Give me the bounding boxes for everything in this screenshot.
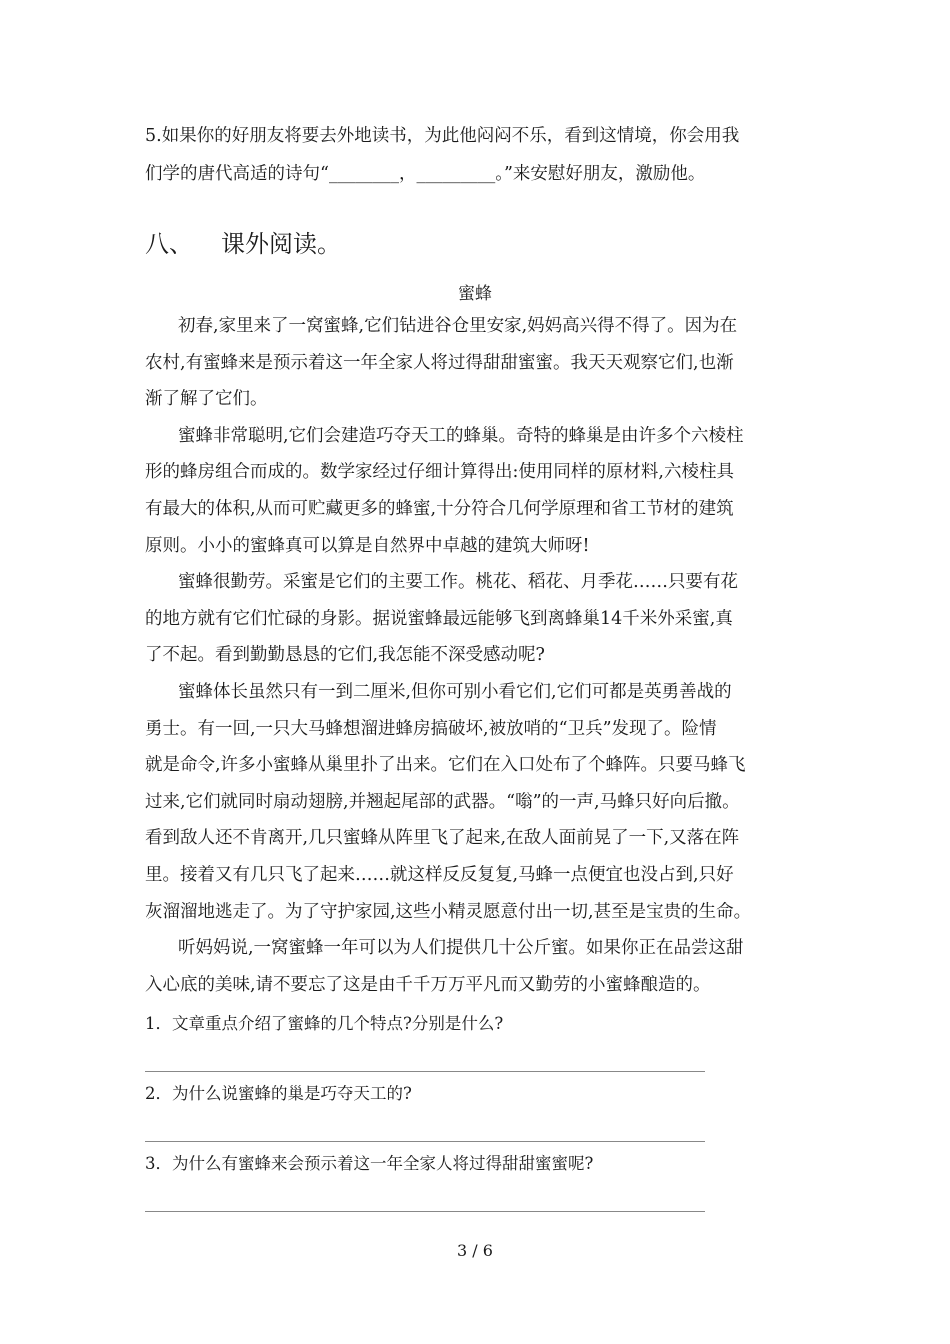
section-number: 八、	[145, 230, 193, 258]
article-line: 听妈妈说,一窝蜜蜂一年可以为人们提供几十公斤蜜。如果你正在品尝这甜	[178, 938, 744, 959]
article-title: 蜜蜂	[458, 284, 492, 304]
article-line: 形的蜂房组合而成的。数学家经过仔细计算得出:使用同样的原材料,六棱柱具	[145, 462, 734, 483]
question-5-line-1: 5.如果你的好朋友将要去外地读书，为此他闷闷不乐，看到这情境，你会用我	[145, 126, 740, 146]
article-line: 的地方就有它们忙碌的身影。据说蜜蜂最远能够飞到离蜂巢14千米外采蜜,真	[145, 608, 733, 629]
article-body	[145, 308, 825, 1003]
reading-questions	[145, 1006, 705, 1216]
article-line: 就是命令,许多小蜜蜂从巢里扑了出来。它们在入口处布了个蜂阵。只要马蜂飞	[145, 755, 746, 776]
article-line: 里。接着又有几只飞了起来……就这样反反复复,马蜂一点便宜也没占到,只好	[145, 864, 734, 885]
section-heading	[145, 226, 341, 262]
question-1: 1．文章重点介绍了蜜蜂的几个特点?分别是什么?	[145, 1014, 504, 1033]
answer-line-1[interactable]	[145, 1041, 705, 1076]
article-line: 原则。小小的蜜蜂真可以算是自然界中卓越的建筑大师呀!	[145, 535, 590, 556]
question-5	[145, 117, 815, 193]
article-line: 蜜蜂体长虽然只有一到二厘米,但你可别小看它们,它们可都是英勇善战的	[178, 681, 732, 702]
article-line: 了不起。看到勤勤恳恳的它们,我怎能不深受感动呢?	[145, 645, 545, 666]
question-5-line-2: 们学的唐代高适的诗句“________，_________。”来安慰好朋友，激励他。	[145, 164, 706, 184]
answer-line-2[interactable]	[145, 1111, 705, 1146]
article-line: 看到敌人还不肯离开,几只蜜蜂从阵里飞了起来,在敌人面前晃了一下,又落在阵	[145, 828, 740, 849]
answer-line-3[interactable]	[145, 1181, 705, 1216]
question-3: 3．为什么有蜜蜂来会预示着这一年全家人将过得甜甜蜜蜜呢?	[145, 1154, 594, 1173]
article-line: 蜜蜂非常聪明,它们会建造巧夺天工的蜂巢。奇特的蜂巢是由许多个六棱柱	[178, 425, 744, 446]
article-line: 农村,有蜜蜂来是预示着这一年全家人将过得甜甜蜜蜜。我天天观察它们,也渐	[145, 352, 734, 373]
question-2: 2．为什么说蜜蜂的巢是巧夺天工的?	[145, 1084, 412, 1103]
article-line: 勇士。有一回,一只大马蜂想溜进蜂房搞破坏,被放哨的“卫兵”发现了。险情	[145, 718, 717, 739]
article-line: 入心底的美味,请不要忘了这是由千千万万平凡而又勤劳的小蜜蜂酿造的。	[145, 974, 711, 995]
article-line: 过来,它们就同时扇动翅膀,并翘起尾部的武器。“嗡”的一声,马蜂只好向后撤。	[145, 791, 740, 812]
article-line: 渐了解了它们。	[145, 389, 268, 410]
article-line: 蜜蜂很勤劳。采蜜是它们的主要工作。桃花、稻花、月季花……只要有花	[178, 572, 738, 593]
page-number: 3 / 6	[457, 1241, 493, 1260]
article-line: 有最大的体积,从而可贮藏更多的蜂蜜,十分符合几何学原理和省工节材的建筑	[145, 498, 734, 519]
article-line: 初春,家里来了一窝蜜蜂,它们钻进谷仓里安家,妈妈高兴得不得了。因为在	[178, 316, 738, 336]
section-title: 课外阅读。	[221, 230, 341, 258]
article-line: 灰溜溜地逃走了。为了守护家园,这些小精灵愿意付出一切,甚至是宝贵的生命。	[145, 901, 752, 922]
